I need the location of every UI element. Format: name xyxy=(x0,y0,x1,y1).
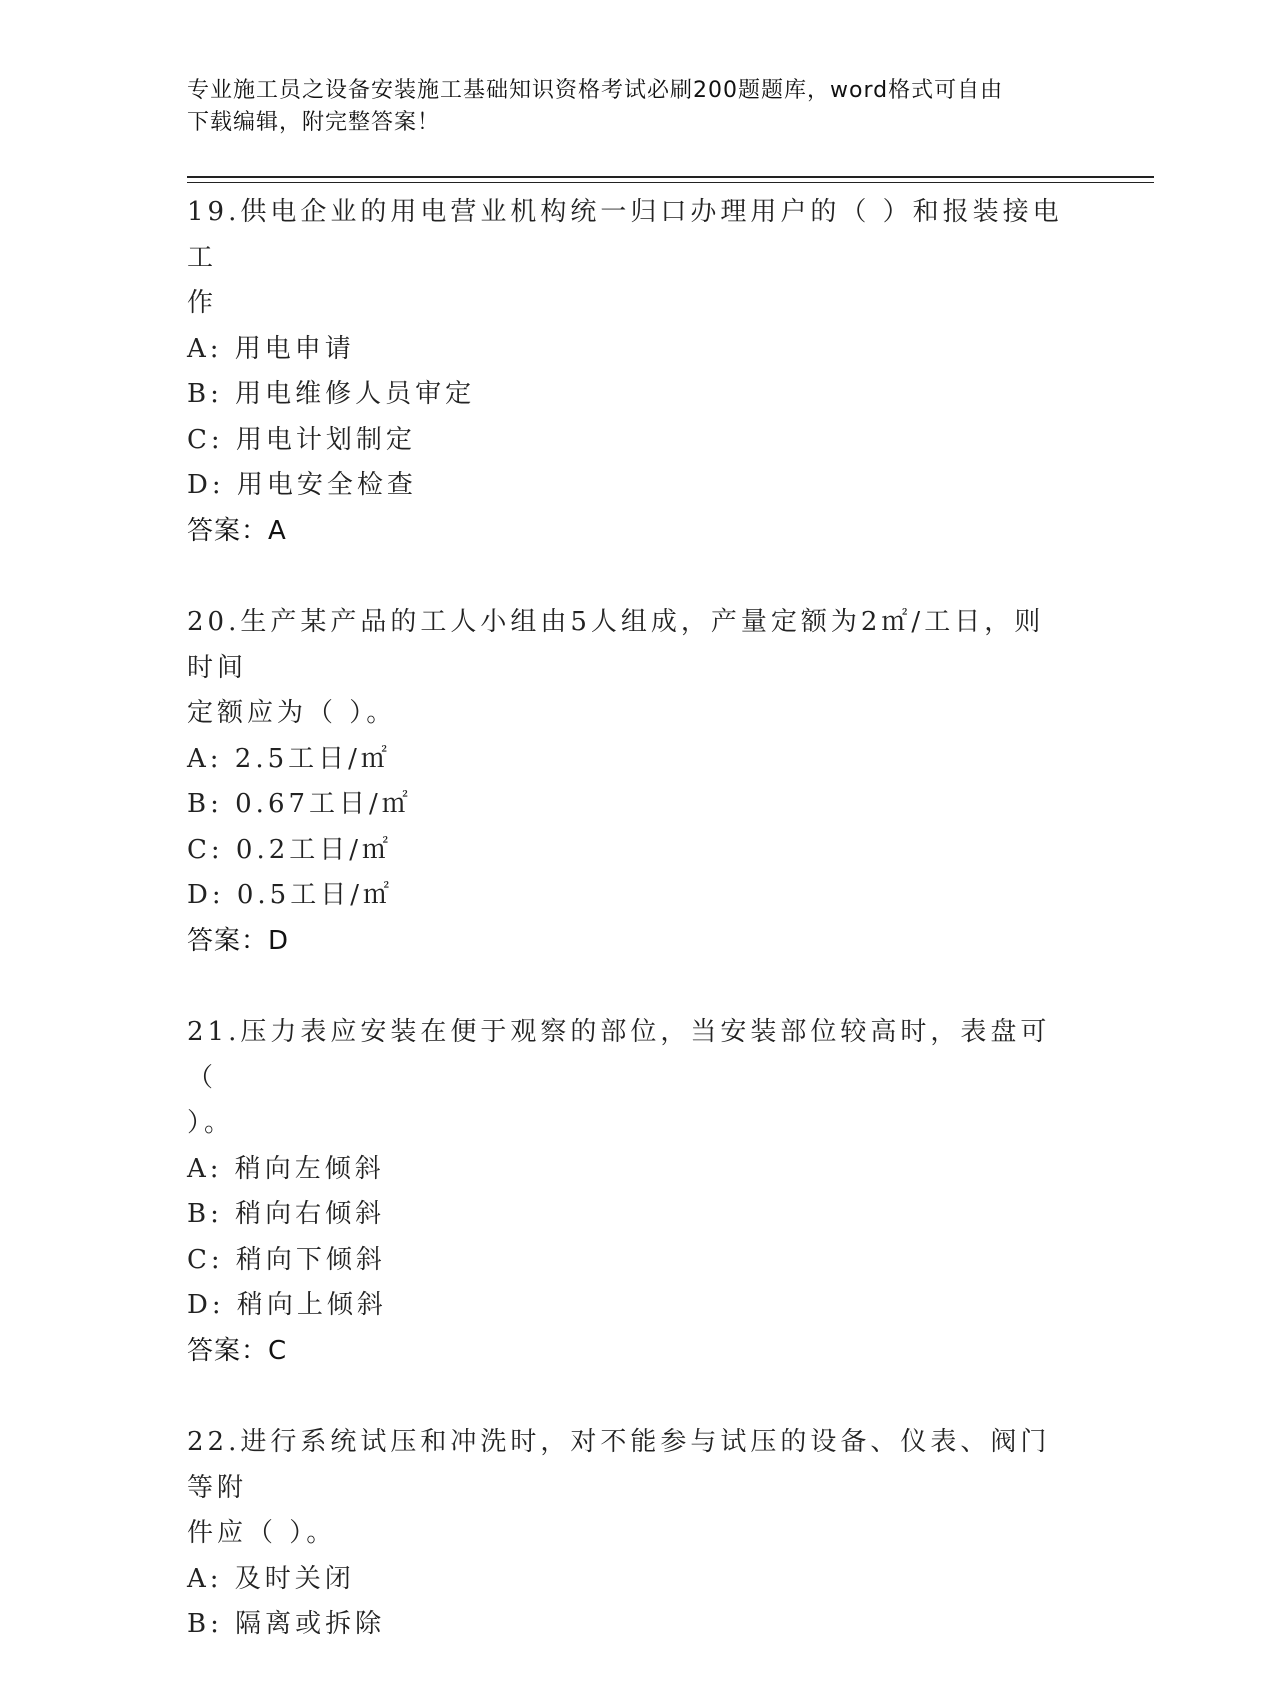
stem-line: 19.供电企业的用电营业机构统一归口办理用户的（ ）和报装接电工 xyxy=(187,197,1063,273)
question-list xyxy=(187,190,1067,1694)
option-b: B: 用电维修人员审定 xyxy=(187,379,476,409)
question-stem xyxy=(187,1420,1067,1557)
stem-line: 21.压力表应安装在便于观察的部位，当安装部位较高时，表盘可（ xyxy=(187,1017,1051,1093)
option-c: C: 用电计划制定 xyxy=(187,424,416,455)
stem-line: 20.生产某产品的工人小组由5人组成，产量定额为2㎡/工日，则时间 xyxy=(187,607,1045,683)
option-c: C: 稍向下倾斜 xyxy=(187,1244,386,1275)
stem-line: 件应（ ）。 xyxy=(187,1518,337,1548)
stem-line: ）。 xyxy=(187,1108,235,1138)
stem-line: 作 xyxy=(187,288,218,318)
question-21 xyxy=(187,1010,1067,1374)
stem-line: 22.进行系统试压和冲洗时，对不能参与试压的设备、仪表、阀门等附 xyxy=(187,1427,1051,1503)
option-d: D: 0.5工日/㎡ xyxy=(187,880,393,910)
option-a: A: 2.5工日/㎡ xyxy=(187,743,391,774)
stem-line: 定额应为（ ）。 xyxy=(187,698,397,728)
question-stem xyxy=(187,600,1067,737)
answer-label: 答案：D xyxy=(187,925,290,956)
answer-label: 答案：C xyxy=(187,1335,288,1366)
option-d: D: 用电安全检查 xyxy=(187,470,417,500)
option-d: D: 稍向上倾斜 xyxy=(187,1290,387,1320)
header-title-line-2: 下载编辑，附完整答案！ xyxy=(187,110,441,135)
header-title-line-1: 专业施工员之设备安装施工基础知识资格考试必刷200题题库，word格式可自由 xyxy=(187,78,1004,103)
answer-label: 答案：A xyxy=(187,515,287,546)
question-19 xyxy=(187,190,1067,554)
option-c: C: 0.2工日/㎡ xyxy=(187,834,393,865)
option-b: B: 0.67工日/㎡ xyxy=(187,789,412,819)
option-a: A: 用电申请 xyxy=(187,333,355,364)
option-a: A: 稍向左倾斜 xyxy=(187,1153,385,1184)
option-b: B: 稍向右倾斜 xyxy=(187,1199,386,1229)
option-a: A: 及时关闭 xyxy=(187,1563,355,1594)
question-stem xyxy=(187,190,1067,327)
document-header xyxy=(187,75,1067,139)
header-divider xyxy=(187,176,1154,183)
option-b: B: 隔离或拆除 xyxy=(187,1609,386,1639)
question-stem xyxy=(187,1010,1067,1147)
question-22 xyxy=(187,1420,1067,1648)
question-20 xyxy=(187,600,1067,964)
